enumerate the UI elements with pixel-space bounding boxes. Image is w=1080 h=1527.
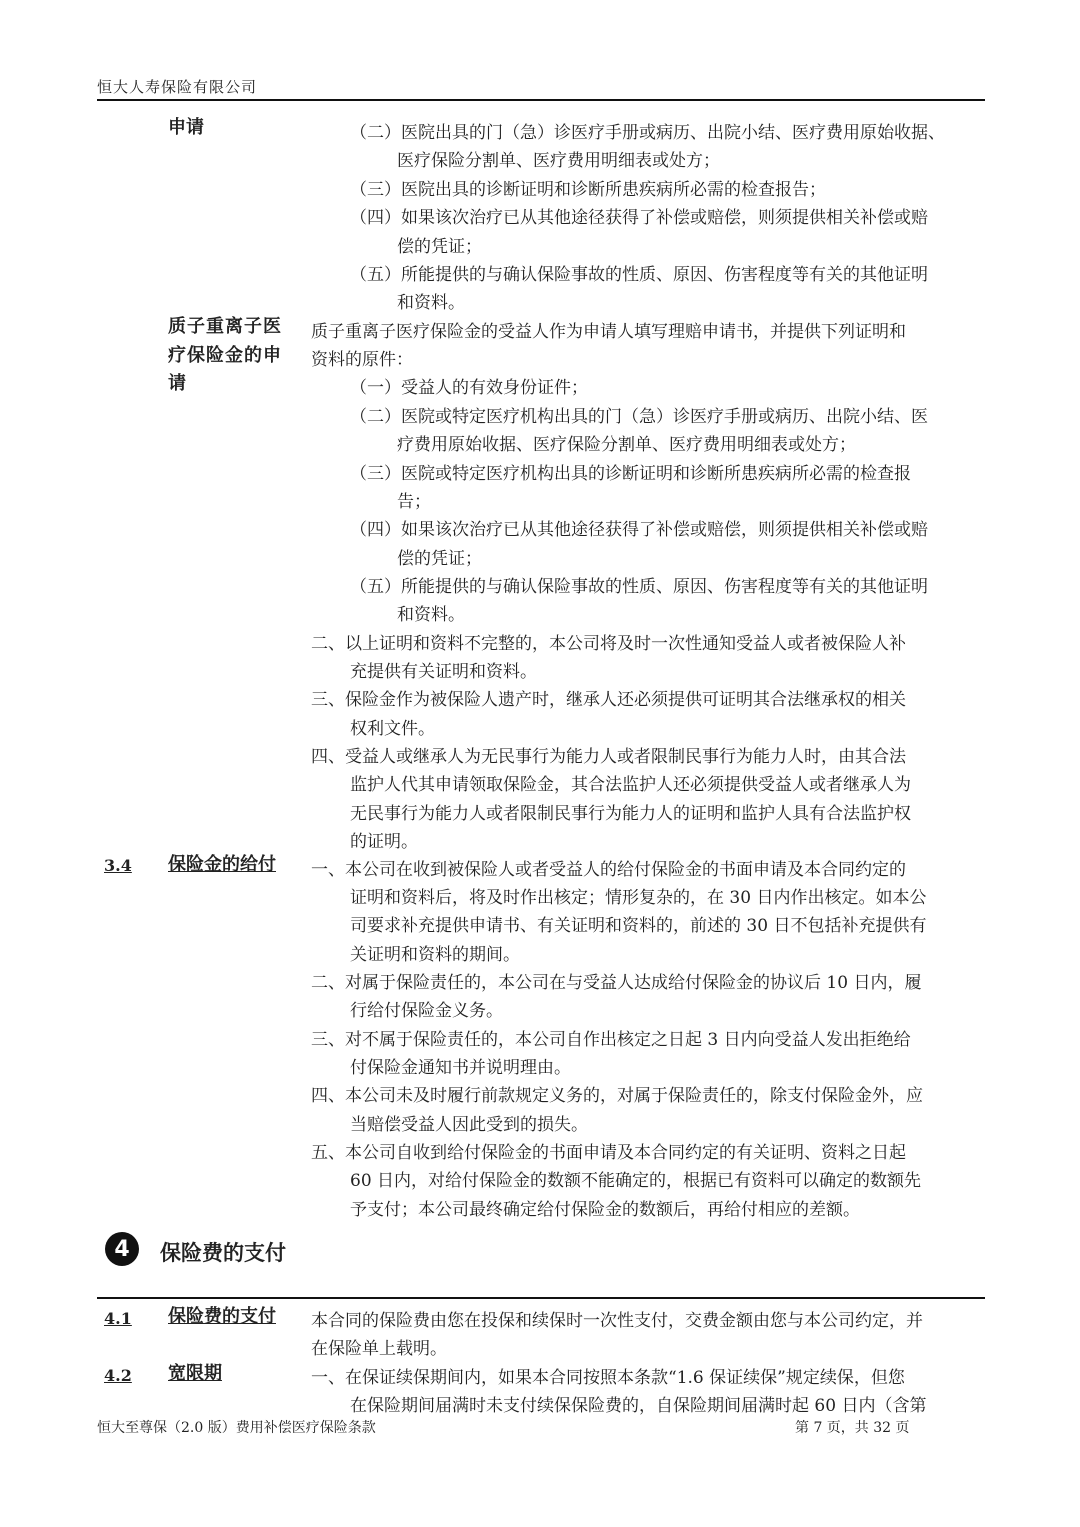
clause-number-4-2: 4.2 [104,1366,132,1385]
body-line: 疗费用原始收据、医疗保险分割单、医疗费用明细表或处方； [397,435,856,455]
body-line: 在保险期间届满时未支付续保保险费的，自保险期间届满时起 60 日内（含第 [350,1396,927,1416]
body-line: 偿的凭证； [397,237,482,257]
body-line: 关证明和资料的期间。 [350,945,520,965]
body-line: 付保险金通知书并说明理由。 [350,1058,571,1078]
header-divider [97,99,985,101]
body-line: 在保险单上载明。 [311,1339,447,1359]
body-line: 二、对属于保险责任的，本公司在与受益人达成给付保险金的协议后 10 日内，履 [311,973,922,993]
body-line: 四、受益人或继承人为无民事行为能力人或者限制民事行为能力人时，由其合法 [311,747,906,767]
body-line: 一、在保证续保期间内，如果本合同按照本条款“1.6 保证续保”规定续保，但您 [311,1368,905,1388]
clause-label-payment: 保险金的给付 [168,854,276,875]
body-line: （二）医院或特定医疗机构出具的门（急）诊医疗手册或病历、出院小结、医 [350,407,928,427]
footer-document-title: 恒大至尊保（2.0 版）费用补偿医疗保险条款 [97,1420,376,1436]
body-line: 予支付；本公司最终确定给付保险金的数额后，再给付相应的差额。 [350,1200,860,1220]
body-line: 和资料。 [397,605,465,625]
body-line: 偿的凭证； [397,549,482,569]
body-line: 告； [397,492,431,512]
body-line: 四、本公司未及时履行前款规定义务的，对属于保险责任的，除支付保险金外，应 [311,1086,923,1106]
body-line: （五）所能提供的与确认保险事故的性质、原因、伤害程度等有关的其他证明 [350,577,928,597]
section-title: 保险费的支付 [160,1240,286,1265]
body-line: （三）医院出具的诊断证明和诊断所患疾病所必需的检查报告； [350,180,826,200]
clause-number-4-1: 4.1 [104,1309,132,1328]
body-line: 充提供有关证明和资料。 [350,662,537,682]
body-line: 和资料。 [397,293,465,313]
body-line: 五、本公司自收到给付保险金的书面申请及本合同约定的有关证明、资料之日起 [311,1143,906,1163]
section-divider [97,1297,985,1299]
body-line: 本合同的保险费由您在投保和续保时一次性支付，交费金额由您与本公司约定，并 [311,1311,923,1331]
body-line: 三、保险金作为被保险人遗产时，继承人还必须提供可证明其合法继承权的相关 [311,690,906,710]
body-line: 的证明。 [350,832,418,852]
body-line: （二）医院出具的门（急）诊医疗手册或病历、出院小结、医疗费用原始收据、 [350,123,945,143]
company-header: 恒大人寿保险有限公司 [97,78,258,96]
footer-page-number: 第 7 页，共 32 页 [795,1420,910,1436]
body-line: 司要求补充提供申请书、有关证明和资料的，前述的 30 日不包括补充提供有 [350,916,927,936]
body-line: 行给付保险金义务。 [350,1001,503,1021]
body-line: （一）受益人的有效身份证件； [350,378,588,398]
clause-label-grace-period: 宽限期 [168,1363,222,1384]
body-line: 质子重离子医疗保险金的受益人作为申请人填写理赔申请书，并提供下列证明和 [311,322,906,342]
body-line: 无民事行为能力人或者限制民事行为能力人的证明和监护人具有合法监护权 [350,804,911,824]
body-line: 一、本公司在收到被保险人或者受益人的给付保险金的书面申请及本合同约定的 [311,860,906,880]
body-line: 60 日内，对给付保险金的数额不能确定的，根据已有资料可以确定的数额先 [350,1171,922,1191]
body-line: 三、对不属于保险责任的，本公司自作出核定之日起 3 日内向受益人发出拒绝给 [311,1030,911,1050]
body-line: （五）所能提供的与确认保险事故的性质、原因、伤害程度等有关的其他证明 [350,265,928,285]
body-line: （四）如果该次治疗已从其他途径获得了补偿或赔偿，则须提供相关补偿或赔 [350,520,928,540]
body-line: 证明和资料后，将及时作出核定；情形复杂的，在 30 日内作出核定。如本公 [350,888,927,908]
clause-label-premium-payment: 保险费的支付 [168,1306,276,1327]
body-line: 当赔偿受益人因此受到的损失。 [350,1115,588,1135]
section-number-badge: 4 [105,1232,139,1266]
body-line: 二、以上证明和资料不完整的，本公司将及时一次性通知受益人或者被保险人补 [311,634,906,654]
body-line: 医疗保险分割单、医疗费用明细表或处方； [397,151,720,171]
body-line: （三）医院或特定医疗机构出具的诊断证明和诊断所患疾病所必需的检查报 [350,464,911,484]
clause-label-proton-application: 质子重离子医疗保险金的申请 [168,316,282,394]
body-line: 资料的原件： [311,350,413,370]
clause-number-3-4: 3.4 [104,856,132,875]
body-line: 监护人代其申请领取保险金，其合法监护人还必须提供受益人或者继承人为 [350,775,911,795]
clause-label-application: 申请 [168,117,204,138]
body-line: （四）如果该次治疗已从其他途径获得了补偿或赔偿，则须提供相关补偿或赔 [350,208,928,228]
body-line: 权利文件。 [350,719,435,739]
